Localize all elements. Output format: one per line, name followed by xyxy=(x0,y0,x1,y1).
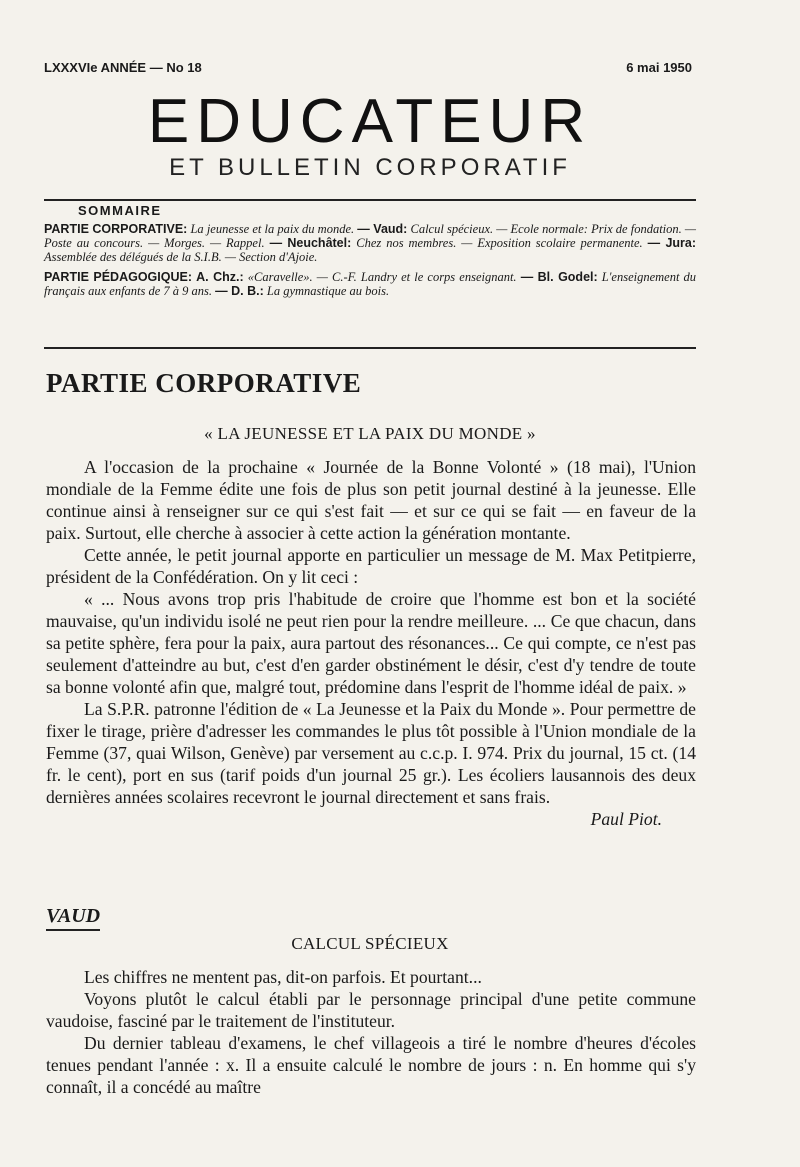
article-title: CALCUL SPÉCIEUX xyxy=(291,934,449,953)
toc-entry: «Caravelle». — C.-F. Landry et le corps enseignant. xyxy=(247,270,517,284)
toc-label: PARTIE CORPORATIVE: xyxy=(44,222,188,236)
toc-entry: La jeunesse et la paix du monde. xyxy=(190,222,355,236)
toc-pedagogique xyxy=(44,270,696,298)
paragraph: Cette année, le petit journal apporte en particulier un message de M. Max Petitpierre, président de la Confédération. On y lit ceci : xyxy=(46,545,696,587)
article-title: « LA JEUNESSE ET LA PAIX DU MONDE » xyxy=(204,424,536,443)
toc-label: — Neuchâtel: xyxy=(269,236,352,250)
bottom-rule xyxy=(44,347,696,349)
issue-number: LXXXVIe ANNÉE — No 18 xyxy=(44,60,202,75)
issue-header xyxy=(44,60,696,78)
signature: Paul Piot. xyxy=(590,809,662,829)
toc-title: SOMMAIRE xyxy=(78,203,162,218)
toc-entry: Assemblée des délégués de la S.I.B. — Section d'Ajoie. xyxy=(44,250,318,264)
top-rule xyxy=(44,199,696,201)
paragraph: La S.P.R. patronne l'édition de « La Jeunesse et la Paix du Monde ». Pour permettre de fixer le tirage, prière d'adresser les commandes le plus tôt possible à l'Union mondiale de la Femme (37, quai Wilson, Genève) par versement au c.c.p. I. 974. Prix du journal, 15 ct. (14 fr. le cent), port en sus (tarif poids d'un journal 25 gr.). Les écoliers lausannois des deux dernières années scolaires recevront le journal directement et sans frais. xyxy=(46,699,696,807)
toc-corporative xyxy=(44,222,696,264)
toc-entry: L'enseignement du français aux enfants de 7 à 9 ans. xyxy=(44,270,697,298)
toc-label: — Jura: xyxy=(647,236,697,250)
toc-label: — Bl. Godel: xyxy=(520,270,598,284)
toc-label: — D. B.: xyxy=(215,284,264,298)
toc-entry: La gymnastique au bois. xyxy=(266,284,390,298)
toc-label: PARTIE PÉDAGOGIQUE: xyxy=(44,270,192,284)
masthead-subtitle: ET BULLETIN CORPORATIF xyxy=(169,154,571,181)
toc-entry: Chez nos membres. — Exposition scolaire permanente. xyxy=(356,236,643,250)
article-body xyxy=(46,966,696,1098)
section-title: PARTIE CORPORATIVE xyxy=(46,368,362,398)
region-heading: VAUD xyxy=(46,905,100,931)
paragraph: Voyons plutôt le calcul établi par le personnage principal d'une petite commune vaudoise, fasciné par le traitement de l'instituteur. xyxy=(46,989,696,1031)
masthead-title: EDUCATEUR xyxy=(147,87,593,156)
table-of-contents xyxy=(44,204,696,304)
paragraph: Les chiffres ne mentent pas, dit-on parfois. Et pourtant... xyxy=(84,967,482,987)
toc-label: A. Chz.: xyxy=(196,270,244,284)
paragraph: Du dernier tableau d'examens, le chef villageois a tiré le nombre d'heures d'écoles tenues pendant l'année : x. Il a ensuite calculé le nombre de jours : n. En homme qui s'y connaît, il a concédé au maître xyxy=(46,1033,696,1097)
toc-label: — Vaud: xyxy=(357,222,408,236)
paragraph: « ... Nous avons trop pris l'habitude de croire que l'homme est bon et la société mauvaise, qu'un individu isolé ne peut rien pour la rendre meilleure. ... Ce que chacun, dans sa petite sphère, fera pour la paix, aura partout des résonances... Ce qui compte, ce n'est pas seulement d'atteindre au but, c'est d'en garder obstinément le désir, c'est d'y tendre de toute sa bonne volonté afin que, malgré tout, prédomine dans l'esprit de l'homme idéal de paix. » xyxy=(46,589,696,697)
issue-date: 6 mai 1950 xyxy=(626,60,692,75)
paragraph: A l'occasion de la prochaine « Journée de la Bonne Volonté » (18 mai), l'Union mondiale de la Femme édite une fois de plus son petit journal destiné à la jeunesse. Elle continue ainsi à renseigner sur ce qui s'est fait — et sur ce qui se fait — en faveur de la paix. Surtout, elle cherche à associer à cette action la génération montante. xyxy=(46,457,696,543)
toc-entry: Calcul spécieux. — Ecole normale: Prix de fondation. — Poste au concours. — Morges. — Rappel. xyxy=(44,222,697,250)
article-body xyxy=(46,456,696,830)
